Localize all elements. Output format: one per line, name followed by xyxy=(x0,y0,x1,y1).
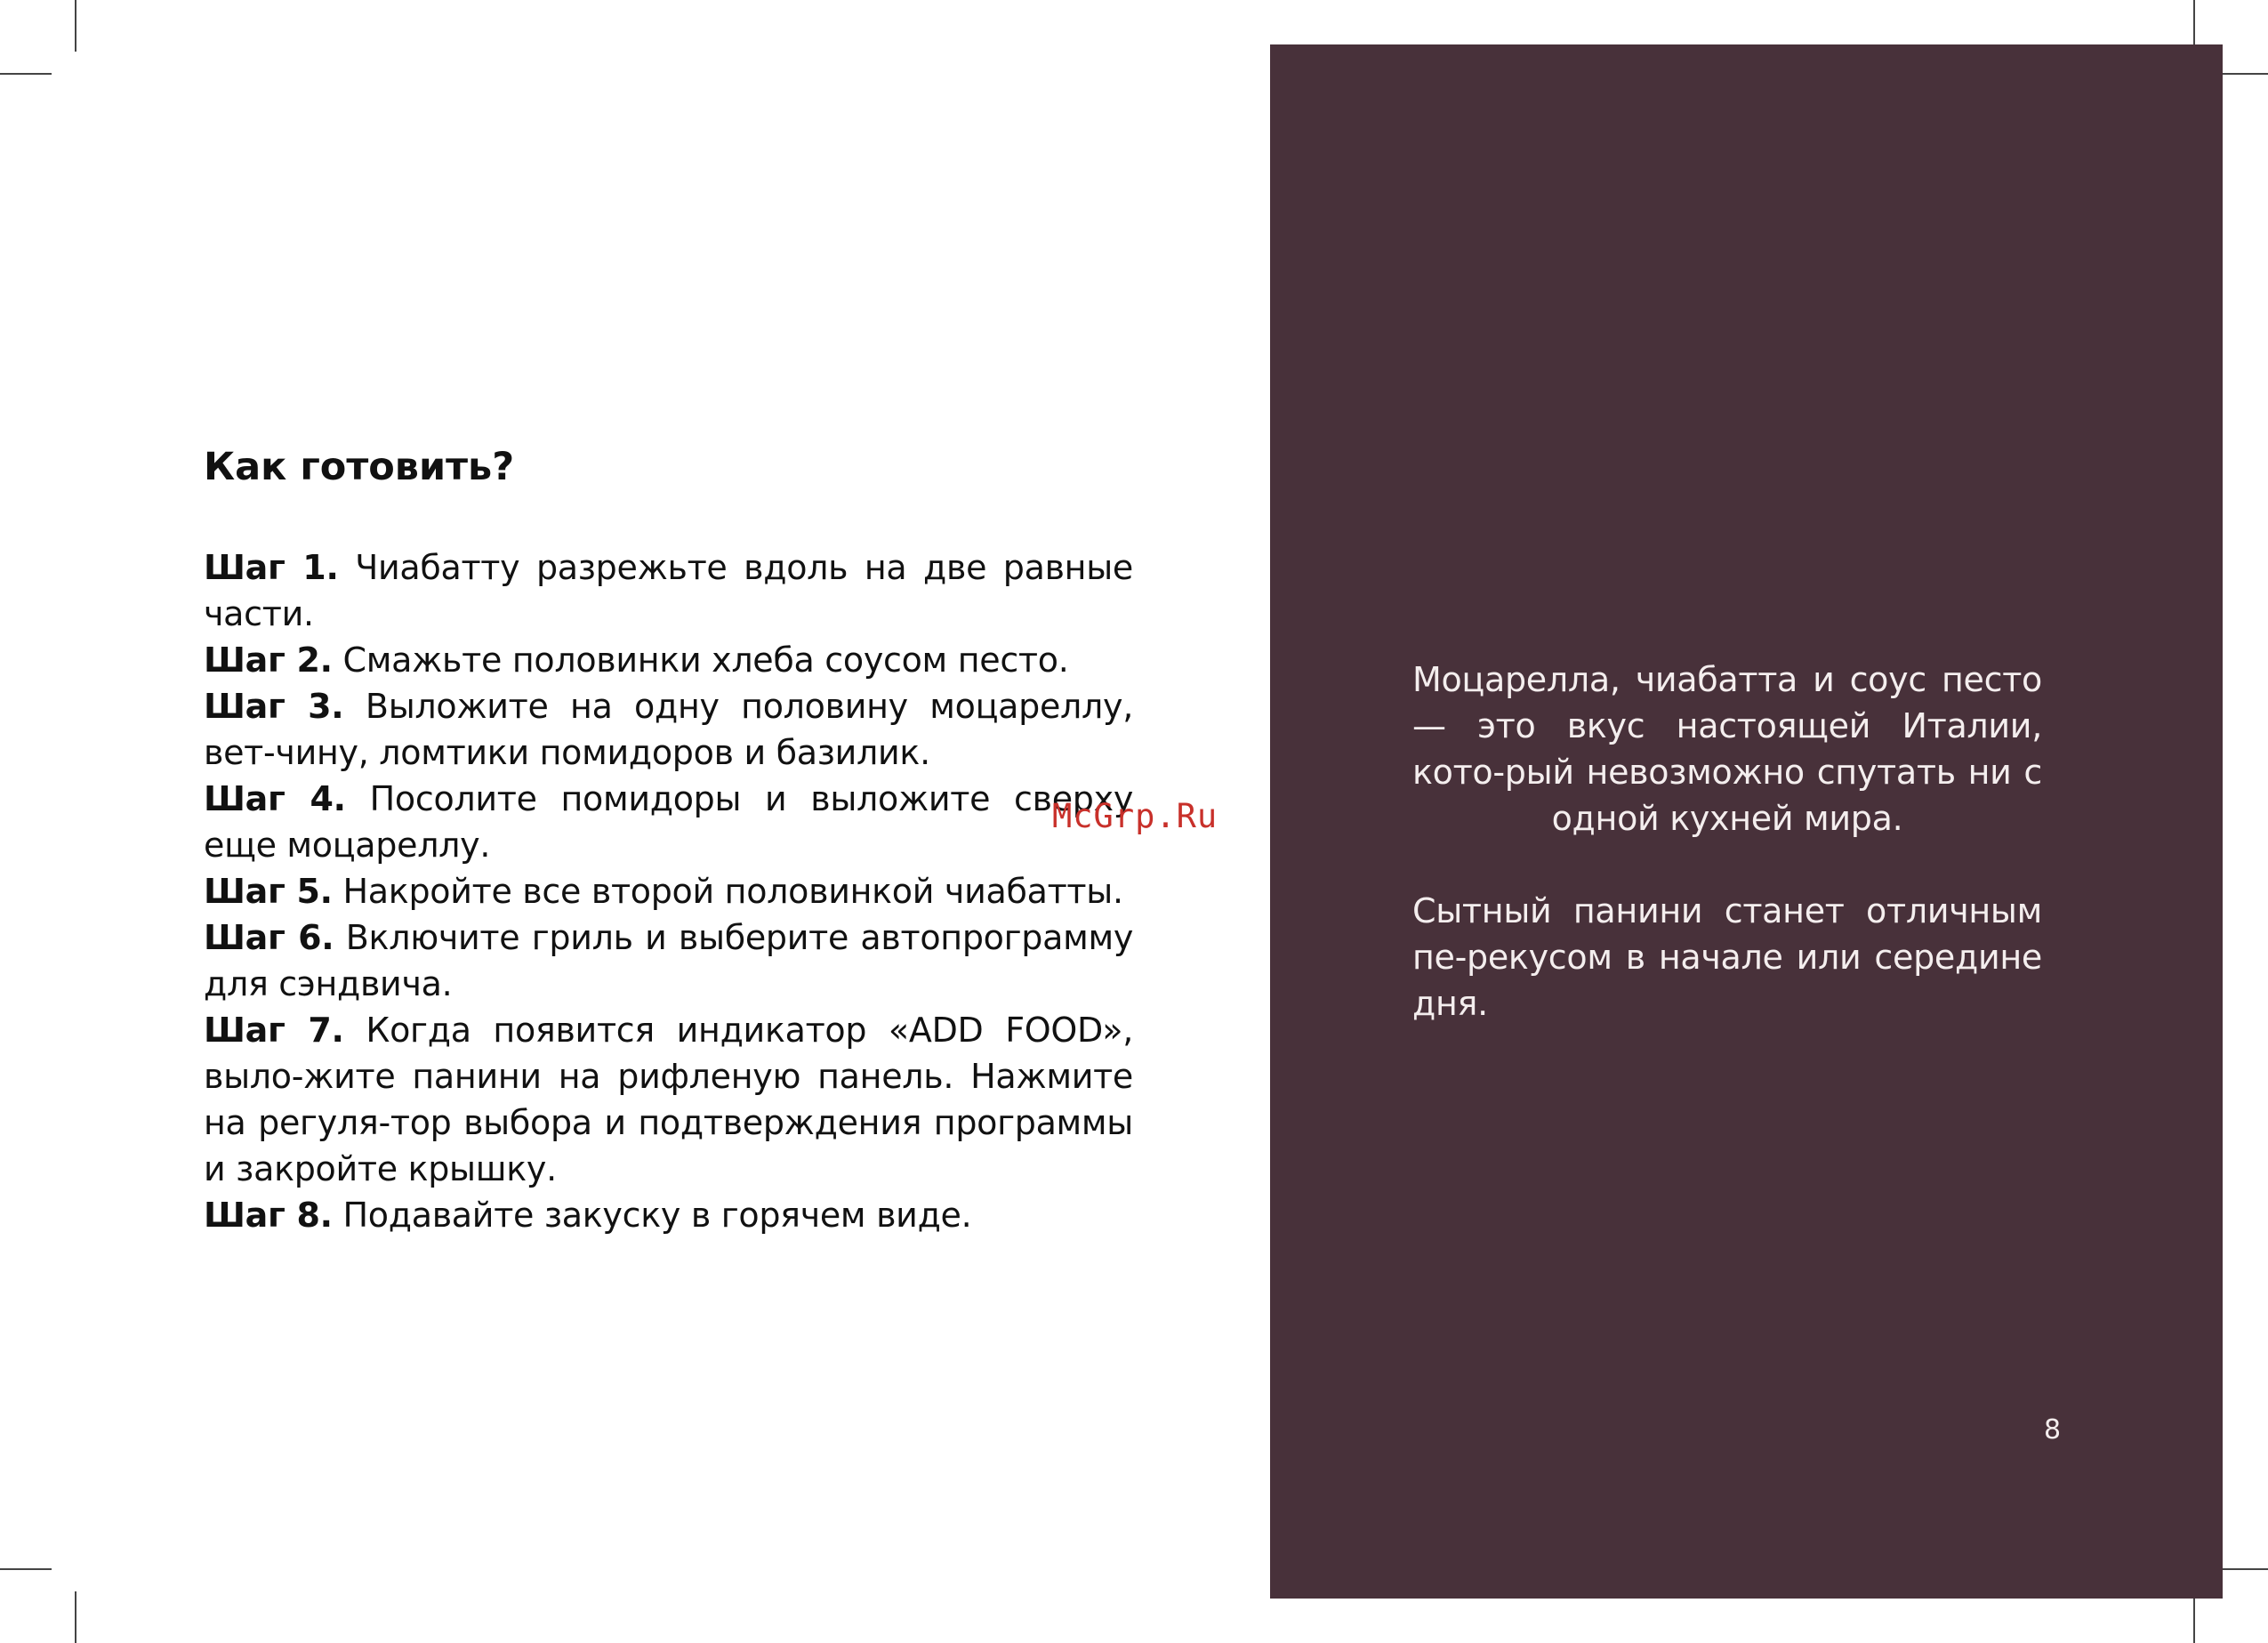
watermark: McGrp.Ru xyxy=(1052,797,1218,835)
step-item xyxy=(204,914,1133,1007)
crop-mark xyxy=(0,1568,52,1570)
panel-paragraph: Сытный панини станет отличным пе-рекусом в начале или середине дня. xyxy=(1412,891,2042,1023)
step-text: Когда появится индикатор «ADD FOOD», выло-жите панини на рифленую панель. Нажмите на регуля-тор выбора и подтверждения программы и закройте крышку. xyxy=(204,1010,1134,1188)
step-item xyxy=(204,1192,1133,1238)
step-item xyxy=(204,868,1133,914)
crop-mark xyxy=(2193,1591,2195,1643)
step-label: Шаг 8. xyxy=(204,1195,333,1235)
step-text: Посолите помидоры и выложите сверху еще моцареллу. xyxy=(204,778,1134,865)
crop-mark xyxy=(75,0,76,52)
step-text: Выложите на одну половину моцареллу, вет-чину, ломтики помидоров и базилик. xyxy=(204,686,1134,772)
crop-mark xyxy=(0,73,52,75)
step-item xyxy=(204,544,1133,637)
step-text: Чиабатту разрежьте вдоль на две равные части. xyxy=(204,547,1134,633)
side-panel xyxy=(1270,44,2223,1599)
step-text: Смажьте половинки хлеба соусом песто. xyxy=(342,640,1069,680)
step-label: Шаг 1. xyxy=(204,547,339,587)
panel-text xyxy=(1412,656,2042,1073)
panel-paragraph: Моцарелла, чиабатта и соус песто — это вкус настоящей Италии, кото-рый невозможно спутать ни с одной кухней мира. xyxy=(1412,660,2042,838)
step-label: Шаг 5. xyxy=(204,871,333,911)
step-text: Включите гриль и выберите автопрограмму для сэндвича. xyxy=(204,917,1134,1003)
page-title: Как готовить? xyxy=(204,445,515,489)
recipe-instructions xyxy=(204,445,1133,1238)
step-item xyxy=(204,637,1133,683)
step-item xyxy=(204,776,1133,868)
step-text: Накройте все второй половинкой чиабатты. xyxy=(342,871,1123,911)
step-label: Шаг 7. xyxy=(204,1010,344,1050)
step-item xyxy=(204,683,1133,776)
step-label: Шаг 4. xyxy=(204,778,346,818)
step-label: Шаг 6. xyxy=(204,917,334,957)
page-number: 8 xyxy=(2044,1414,2062,1446)
step-label: Шаг 2. xyxy=(204,640,333,680)
crop-mark xyxy=(75,1591,76,1643)
steps-list xyxy=(204,544,1133,1238)
crop-mark xyxy=(2216,1568,2268,1570)
step-label: Шаг 3. xyxy=(204,686,344,726)
step-item xyxy=(204,1007,1133,1192)
crop-mark xyxy=(2216,73,2268,75)
step-text: Подавайте закуску в горячем виде. xyxy=(342,1195,972,1235)
